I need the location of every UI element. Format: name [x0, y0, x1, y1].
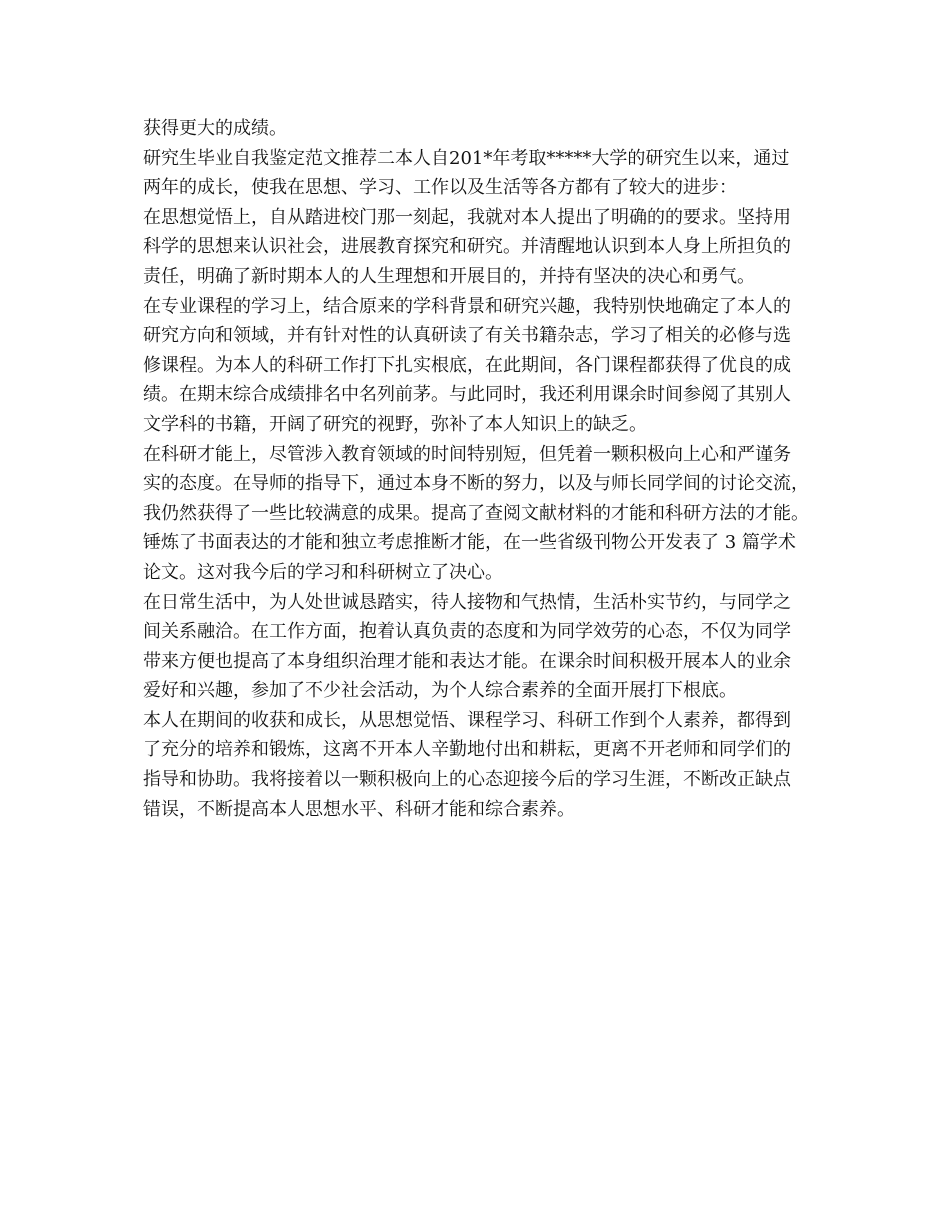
text-line: 两年的成长，使我在思想、学习、工作以及生活等各方都有了较大的进步： — [143, 177, 737, 199]
text-line: 研究方向和领域，并有针对性的认真研读了有关书籍杂志，学习了相关的必修与选 — [143, 325, 791, 347]
text-line: 间关系融洽。在工作方面，抱着认真负责的态度和为同学效劳的心态，不仅为同学 — [143, 621, 791, 643]
text-line: 修课程。为本人的科研工作打下扎实根底，在此期间，各门课程都获得了优良的成 — [143, 354, 791, 376]
text-line: 在思想觉悟上，自从踏进校门那一刻起，我就对本人提出了明确的的要求。坚持用 — [143, 206, 791, 228]
text-line: 论文。这对我今后的学习和科研树立了决心。 — [143, 561, 503, 583]
text-line: 爱好和兴趣，参加了不少社会活动，为个人综合素养的全面开展打下根底。 — [143, 680, 737, 702]
text-line: 指导和协助。我将接着以一颗积极向上的心态迎接今后的学习生涯，不断改正缺点 — [143, 769, 791, 791]
text-line: 我仍然获得了一些比较满意的成果。提高了查阅文献材料的才能和科研方法的才能。 — [143, 502, 809, 524]
text-line: 在科研才能上，尽管涉入教育领域的时间特别短，但凭着一颗积极向上心和严谨务 — [143, 443, 791, 465]
text-line: 锤炼了书面表达的才能和独立考虑推断才能，在一些省级刊物公开发表了 3 篇学术 — [143, 532, 796, 554]
text-line: 在专业课程的学习上，结合原来的学科背景和研究兴趣，我特别快地确定了本人的 — [143, 295, 791, 317]
document-body — [143, 114, 823, 824]
text-line: 带来方便也提高了本身组织治理才能和表达才能。在课余时间积极开展本人的业余 — [143, 650, 791, 672]
text-line: 本人在期间的收获和成长，从思想觉悟、课程学习、科研工作到个人素养，都得到 — [143, 709, 791, 731]
text-line: 绩。在期末综合成绩排名中名列前茅。与此同时，我还利用课余时间参阅了其别人 — [143, 384, 791, 406]
text-line: 科学的思想来认识社会，进展教育探究和研究。并清醒地认识到本人身上所担负的 — [143, 236, 791, 258]
text-line: 在日常生活中，为人处世诚恳踏实，待人接物和气热情，生活朴实节约，与同学之 — [143, 591, 791, 613]
text-line: 实的态度。在导师的指导下，通过本身不断的努力，以及与师长同学间的讨论交流， — [143, 473, 809, 495]
text-line: 责任，明确了新时期本人的人生理想和开展目的，并持有坚决的决心和勇气。 — [143, 265, 755, 287]
text-line: 获得更大的成绩。 — [143, 118, 287, 139]
text-line: 文学科的书籍，开阔了研究的视野，弥补了本人知识上的缺乏。 — [143, 413, 647, 435]
text-line: 了充分的培养和锻炼，这离不开本人辛勤地付出和耕耘，更离不开老师和同学们的 — [143, 739, 791, 761]
text-line: 错误，不断提高本人思想水平、科研才能和综合素养。 — [143, 798, 575, 820]
text-line: 研究生毕业自我鉴定范文推荐二本人自201*年考取*****大学的研究生以来，通过 — [143, 147, 790, 169]
